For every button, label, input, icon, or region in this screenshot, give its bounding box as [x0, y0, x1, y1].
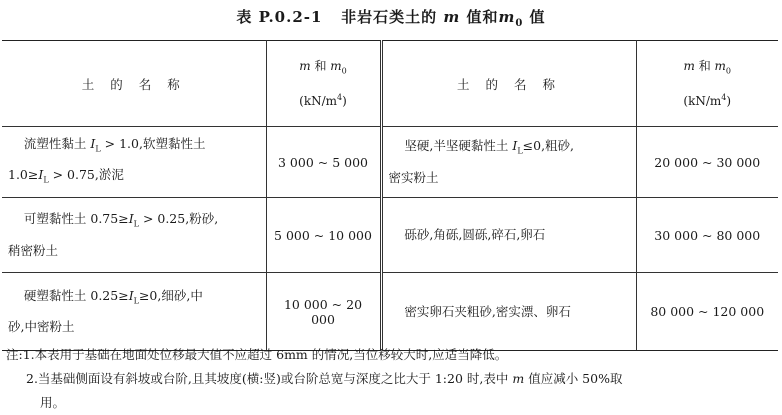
note-2-continuation: 用。	[40, 395, 66, 410]
m-value-range: 5 000 ~ 10 000	[266, 198, 381, 273]
soil-coefficient-table	[2, 40, 778, 351]
m-value-range: 10 000 ~ 20 000	[266, 273, 381, 351]
m-value-range: 30 000 ~ 80 000	[636, 198, 778, 273]
table-notes	[6, 343, 776, 415]
soil-description: 密实卵石夹粗砂,密实漂、卵石	[381, 273, 636, 351]
table-row	[2, 127, 778, 198]
m-value-range: 20 000 ~ 30 000	[636, 127, 778, 198]
note-2: 2.当基础侧面设有斜坡或台阶,且其坡度(横:竖)或台阶总宽与深度之比大于 1:20 时,表中 m 值应减小 50%取	[26, 371, 623, 386]
soil-description: 硬塑黏性土 $0.25\ge I_L\ge 0$,细砂,中 砂,中密粉土	[2, 273, 266, 351]
note-1: 注:1.本表用于基础在地面处位移最大值不应超过 6mm 的情况,当位移较大时,应适当降低。	[6, 347, 508, 362]
table-row	[2, 198, 778, 273]
soil-description: 流塑性黏土 $I_L > 1.0$,软塑黏性土 $1.0\ge I_L > 0.75$,淤泥	[2, 127, 266, 198]
soil-description: 砾砂,角砾,圆砾,碎石,卵石	[381, 198, 636, 273]
soil-description: 坚硬,半坚硬黏性土 $I_L\le 0$,粗砂, 密实粉土	[381, 127, 636, 198]
table-row	[2, 273, 778, 351]
title-symbol-m0: m	[498, 8, 516, 26]
soil-description: 可塑黏性土 $0.75\ge I_L > 0.25$,粉砂, 稍密粉土	[2, 198, 266, 273]
title-subscript: 0	[515, 18, 524, 29]
m-value-range: 80 000 ~ 120 000	[636, 273, 778, 351]
table-header-row	[2, 41, 778, 127]
title-text: 非岩石类土的	[341, 8, 438, 26]
m-value-range: 3 000 ~ 5 000	[266, 127, 381, 198]
header-m-value: m 和 $m_0$ $(kN/m^4)$	[636, 41, 778, 127]
table-number: 表 P.0.2-1	[236, 8, 323, 26]
header-soil-name: 土 的 名 称	[2, 41, 266, 127]
title-text: 值和	[466, 8, 499, 26]
title-symbol-m: m	[443, 8, 461, 26]
header-soil-name: 土 的 名 称	[381, 41, 636, 127]
table-title	[0, 6, 782, 29]
title-text: 值	[529, 8, 546, 26]
header-m-value: m 和 $m_0$ $(kN/m^4)$	[266, 41, 381, 127]
